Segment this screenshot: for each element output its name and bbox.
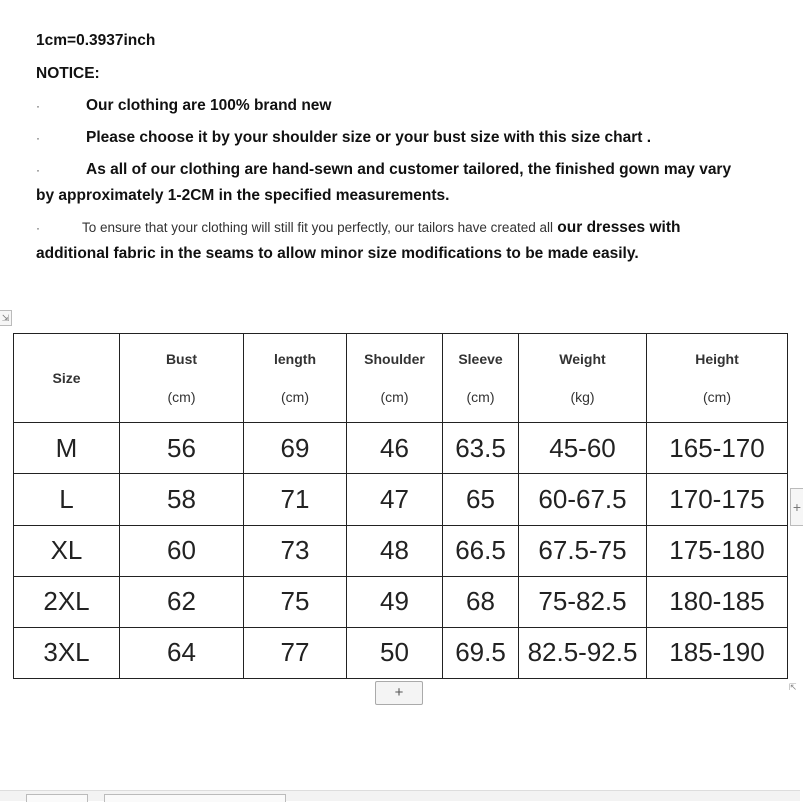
cell-weight: 82.5-92.5 xyxy=(519,627,647,678)
bullet-marker: · xyxy=(36,99,40,113)
bullet-text: Please choose it by your shoulder size or your bust size with this size chart . xyxy=(86,129,652,146)
cell-size: 3XL xyxy=(14,627,120,678)
cell-bust: 56 xyxy=(120,423,244,474)
move-handle-icon: ⇲ xyxy=(1,313,10,323)
bullet-text: As all of our clothing are hand-sewn and customer tailored, the finished gown may vary by approximately 1-2CM in the specified measurements. xyxy=(36,161,732,204)
add-row-button[interactable]: + xyxy=(375,681,423,705)
header-cell-size: Size xyxy=(14,334,120,423)
cell-shoulder: 50 xyxy=(347,627,443,678)
size-chart-table xyxy=(13,333,788,679)
bullet-text-small: To ensure that your clothing will still fit you perfectly, our tailors have created all xyxy=(82,220,553,235)
header-cell-sleeve: Sleeve (cm) xyxy=(443,334,519,423)
bullet-text: our dresses with additional fabric in the seams to allow minor size modifications to be made easily. xyxy=(36,219,681,262)
bullet-marker: · xyxy=(36,131,40,145)
cell-length: 73 xyxy=(244,525,347,576)
table-row xyxy=(14,423,788,474)
cell-bust: 62 xyxy=(120,576,244,627)
table-row xyxy=(14,627,788,678)
table-header-row xyxy=(14,334,788,423)
cell-bust: 60 xyxy=(120,525,244,576)
cell-length: 77 xyxy=(244,627,347,678)
cell-shoulder: 46 xyxy=(347,423,443,474)
header-cell-length: length (cm) xyxy=(244,334,347,423)
cell-size: L xyxy=(14,474,120,525)
table-row xyxy=(14,474,788,525)
cell-shoulder: 47 xyxy=(347,474,443,525)
notice-title: NOTICE: xyxy=(36,65,100,82)
cell-bust: 58 xyxy=(120,474,244,525)
cell-size: 2XL xyxy=(14,576,120,627)
cell-length: 69 xyxy=(244,423,347,474)
cell-sleeve: 68 xyxy=(443,576,519,627)
cell-length: 75 xyxy=(244,576,347,627)
unit-conversion: 1cm=0.3937inch xyxy=(36,32,156,49)
bullet-text: Our clothing are 100% brand new xyxy=(86,97,332,114)
bullet-item xyxy=(36,93,736,119)
cell-size: M xyxy=(14,423,120,474)
cell-shoulder: 48 xyxy=(347,525,443,576)
resize-corner-icon[interactable]: ⇱ xyxy=(789,682,797,692)
cell-sleeve: 66.5 xyxy=(443,525,519,576)
bullet-item xyxy=(36,215,736,267)
cell-height: 175-180 xyxy=(647,525,788,576)
editor-tab[interactable] xyxy=(104,794,286,802)
cell-bust: 64 xyxy=(120,627,244,678)
bullet-marker: · xyxy=(36,163,40,177)
table-row xyxy=(14,576,788,627)
cell-weight: 75-82.5 xyxy=(519,576,647,627)
table-move-handle[interactable] xyxy=(0,310,12,326)
cell-shoulder: 49 xyxy=(347,576,443,627)
cell-height: 170-175 xyxy=(647,474,788,525)
bullet-item xyxy=(36,125,736,151)
header-cell-height: Height (cm) xyxy=(647,334,788,423)
header-cell-shoulder: Shoulder (cm) xyxy=(347,334,443,423)
cell-weight: 67.5-75 xyxy=(519,525,647,576)
add-column-handle[interactable]: + xyxy=(790,488,803,526)
editor-tab[interactable] xyxy=(26,794,88,802)
cell-sleeve: 69.5 xyxy=(443,627,519,678)
cell-height: 185-190 xyxy=(647,627,788,678)
cell-length: 71 xyxy=(244,474,347,525)
cell-sleeve: 63.5 xyxy=(443,423,519,474)
cell-sleeve: 65 xyxy=(443,474,519,525)
cell-size: XL xyxy=(14,525,120,576)
cell-height: 165-170 xyxy=(647,423,788,474)
header-cell-weight: Weight (kg) xyxy=(519,334,647,423)
bullet-marker: · xyxy=(36,221,40,235)
bullet-item xyxy=(36,157,736,209)
cell-weight: 60-67.5 xyxy=(519,474,647,525)
editor-tab-strip xyxy=(0,790,800,801)
cell-weight: 45-60 xyxy=(519,423,647,474)
table-row xyxy=(14,525,788,576)
cell-height: 180-185 xyxy=(647,576,788,627)
notice-block xyxy=(36,28,736,267)
header-cell-bust: Bust (cm) xyxy=(120,334,244,423)
